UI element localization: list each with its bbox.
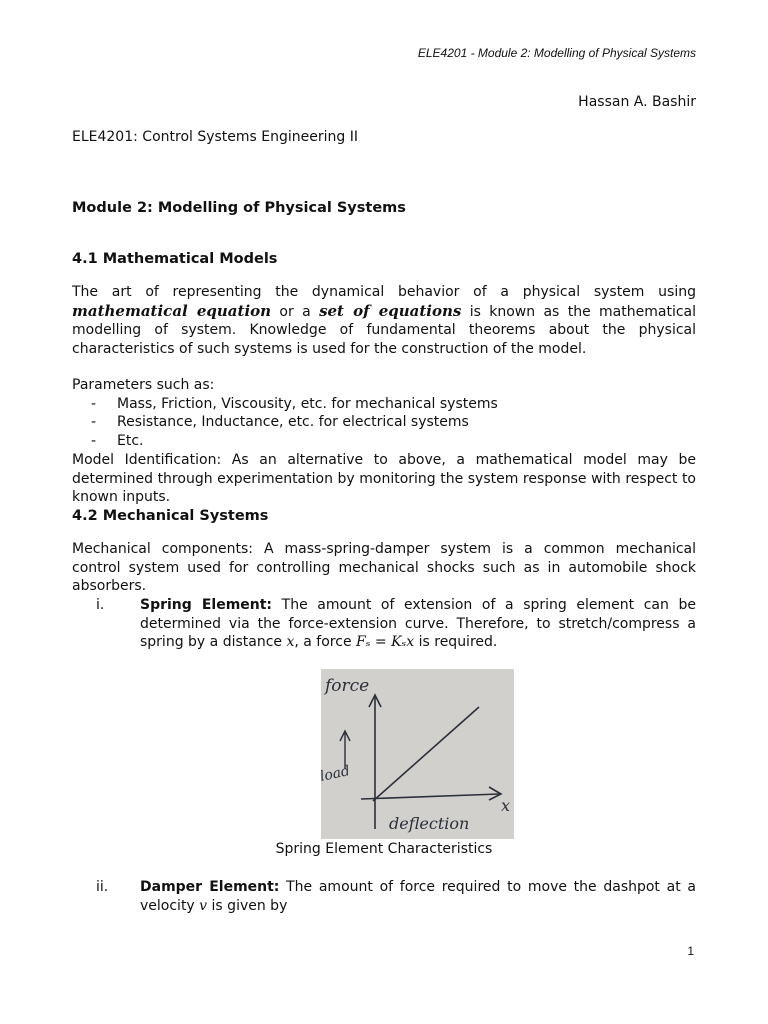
item-number: ii. xyxy=(96,879,109,895)
model-identification-paragraph: Model Identification: As an alternative to above, a mathematical model may be determined through experimentation by monitoring the system response with respect to known inputs. xyxy=(72,452,696,506)
label-x: x xyxy=(501,796,511,815)
spring-text-2: , a force xyxy=(294,634,357,651)
force-line xyxy=(373,707,479,801)
list-item xyxy=(72,413,696,432)
spring-force-formula: Fₛ = Kₛx xyxy=(356,634,415,651)
parameters-list xyxy=(72,376,696,450)
damper-text-2: is given by xyxy=(207,897,288,914)
damper-text-1: The amount of force required to move the dashpot at a velocity xyxy=(140,879,696,914)
spring-text-3: is required. xyxy=(414,634,498,651)
label-deflection: deflection xyxy=(389,814,470,833)
mechanical-intro-paragraph: Mechanical components: A mass-spring-damper system is a common mechanical control system used for controlling mechanical shocks such as in automobile shock absorbers. xyxy=(72,541,696,595)
running-header: ELE4201 - Module 2: Modelling of Physical Systems xyxy=(417,46,696,60)
bullet-dash: - xyxy=(91,414,97,431)
section-4-2-title: 4.2 Mechanical Systems xyxy=(72,508,269,524)
item-number: i. xyxy=(96,597,105,613)
section-4-1-title: 4.1 Mathematical Models xyxy=(72,251,278,267)
course-title: ELE4201: Control Systems Engineering II xyxy=(72,129,359,145)
bullet-dash: - xyxy=(91,432,97,449)
variable-v: v xyxy=(199,897,208,914)
author-name: Hassan A. Bashir xyxy=(578,94,696,110)
x-axis xyxy=(361,794,499,799)
list-item xyxy=(72,395,696,414)
list-item xyxy=(72,432,696,451)
module-title: Module 2: Modelling of Physical Systems xyxy=(72,200,406,216)
spring-characteristic-figure xyxy=(321,669,514,839)
spring-element-item xyxy=(96,596,696,652)
force-deflection-sketch xyxy=(321,669,514,839)
label-load: load xyxy=(321,762,352,785)
spring-element-text xyxy=(140,596,696,652)
intro-text-3: is known as the mathematical modelling of system. Knowledge of fundamental theorems about the physical characteristics of such systems is used for the construction of the model. xyxy=(72,303,696,357)
list-item-text: Etc. xyxy=(117,432,144,449)
variable-x: x xyxy=(286,634,295,651)
label-force: force xyxy=(325,676,370,696)
page-number: 1 xyxy=(687,944,694,958)
intro-paragraph xyxy=(72,283,696,358)
parameters-intro: Parameters such as: xyxy=(72,377,215,393)
figure-caption: Spring Element Characteristics xyxy=(275,841,493,857)
list-item-text: Resistance, Inductance, etc. for electrical systems xyxy=(117,414,469,431)
spring-element-label: Spring Element: xyxy=(140,597,273,613)
list-item-text: Mass, Friction, Viscousity, etc. for mechanical systems xyxy=(117,395,498,412)
emphasis-mathematical-equation: mathematical equation xyxy=(72,301,272,320)
damper-element-item xyxy=(96,878,696,915)
bullet-dash: - xyxy=(91,395,97,412)
damper-element-text xyxy=(140,878,696,915)
intro-text-1: The art of representing the dynamical behavior of a physical system using xyxy=(72,284,696,300)
damper-element-label: Damper Element: xyxy=(140,879,280,895)
emphasis-set-of-equations: set of equations xyxy=(319,301,462,320)
intro-text-2: or a xyxy=(271,303,320,320)
spring-text-1: The amount of extension of a spring element can be determined via the force-extension curve. Therefore, to stretch/compress a spring by a distance xyxy=(140,597,696,651)
